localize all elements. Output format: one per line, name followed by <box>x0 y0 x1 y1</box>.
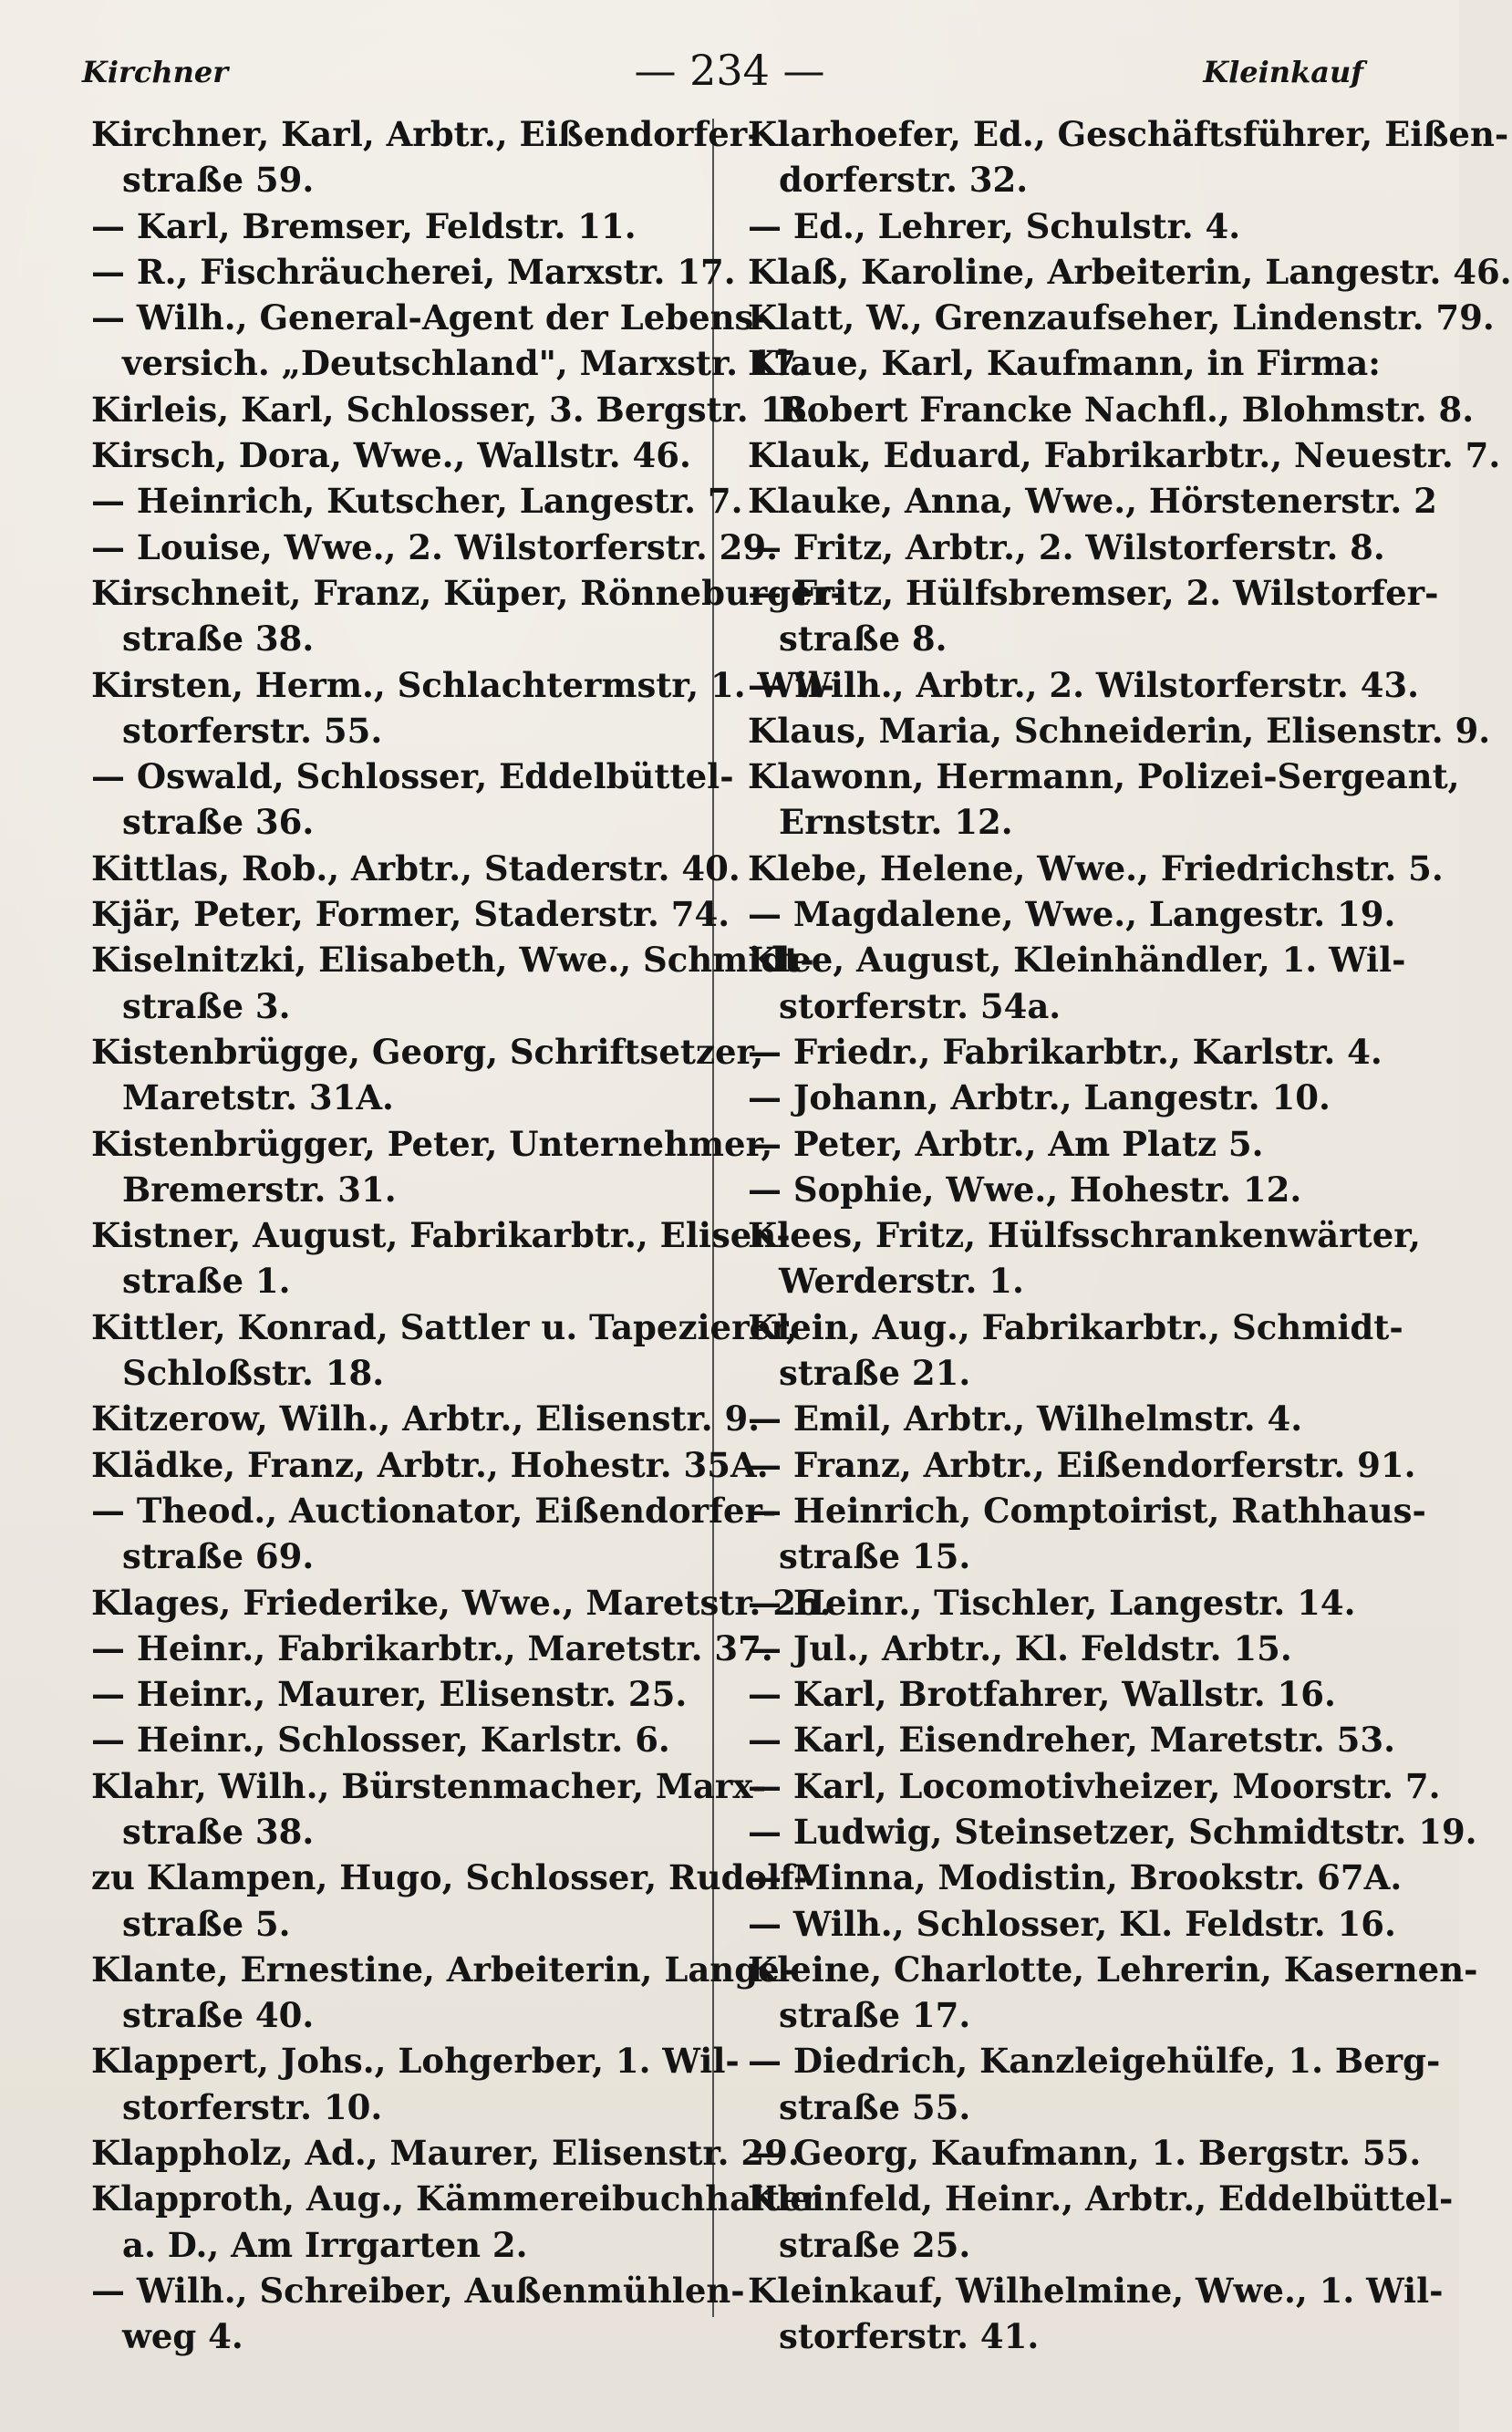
entry-continuation-line: Bremerstr. 31. <box>122 1169 397 1210</box>
directory-entry-line: Klebe, Helene, Wwe., Friedrichstr. 5. <box>748 847 1444 889</box>
directory-entry-line: Kitzerow, Wilh., Arbtr., Elisenstr. 9. <box>91 1398 761 1439</box>
directory-entry-line: — Jul., Arbtr., Kl. Feldstr. 15. <box>748 1627 1292 1668</box>
directory-entry-line: Klaus, Maria, Schneiderin, Elisenstr. 9. <box>748 710 1491 751</box>
entry-continuation-line: straße 59. <box>122 160 315 201</box>
directory-entry-line: — Magdalene, Wwe., Langestr. 19. <box>748 894 1396 935</box>
directory-entry-line: — Heinr., Maurer, Elisenstr. 25. <box>91 1674 688 1715</box>
directory-entry-line: Klawonn, Hermann, Polizei-Sergeant, <box>748 756 1460 797</box>
directory-entry-line: Klauk, Eduard, Fabrikarbtr., Neuestr. 7. <box>748 435 1501 476</box>
entry-continuation-line: straße 40. <box>122 1995 315 2036</box>
directory-entry-line: Klages, Friederike, Wwe., Maretstr. 26. <box>91 1582 832 1623</box>
entry-continuation-line: straße 3. <box>122 985 291 1026</box>
entry-continuation-line: Ernststr. 12. <box>779 802 1013 843</box>
directory-entry-line: — Emil, Arbtr., Wilhelmstr. 4. <box>748 1398 1303 1439</box>
entry-continuation-line: weg 4. <box>122 2316 243 2357</box>
directory-entry-line: — Karl, Locomotivheizer, Moorstr. 7. <box>748 1765 1441 1806</box>
entry-continuation-line: dorferstr. 32. <box>779 160 1029 201</box>
directory-entry-line: — Heinrich, Kutscher, Langestr. 7. <box>91 481 743 522</box>
directory-entry-line: Kistenbrügger, Peter, Unternehmer, <box>91 1123 773 1164</box>
directory-entry-line: — Georg, Kaufmann, 1. Bergstr. 55. <box>748 2133 1422 2174</box>
directory-entry-line: — Heinr., Schlosser, Karlstr. 6. <box>91 1720 670 1761</box>
directory-columns <box>0 111 1512 2432</box>
directory-entry-line: Klappholz, Ad., Maurer, Elisenstr. 29. <box>91 2133 800 2174</box>
directory-entry-line: Kistenbrügge, Georg, Schriftsetzer, <box>91 1031 764 1072</box>
left-column <box>91 111 844 2432</box>
directory-entry-line: — Heinr., Tischler, Langestr. 14. <box>748 1582 1356 1623</box>
entry-continuation-line: straße 8. <box>779 618 948 660</box>
directory-entry-line: — Karl, Eisendreher, Maretstr. 53. <box>748 1720 1395 1761</box>
directory-entry-line: Kleinfeld, Heinr., Arbtr., Eddelbüttel- <box>748 2178 1454 2219</box>
directory-entry-line: Kleinkauf, Wilhelmine, Wwe., 1. Wil- <box>748 2270 1444 2311</box>
directory-entry-line: — Franz, Arbtr., Eißendorferstr. 91. <box>748 1444 1416 1485</box>
directory-entry-line: — Johann, Arbtr., Langestr. 10. <box>748 1077 1331 1118</box>
directory-entry-line: Klante, Ernestine, Arbeiterin, Lange- <box>91 1949 793 1990</box>
entry-continuation-line: straße 1. <box>122 1261 291 1302</box>
directory-entry-line: Kiselnitzki, Elisabeth, Wwe., Schmidt- <box>91 940 814 981</box>
directory-entry-line: Kirsch, Dora, Wwe., Wallstr. 46. <box>91 435 691 476</box>
entry-continuation-line: storferstr. 55. <box>122 710 383 751</box>
directory-entry-line: Klappert, Johs., Lohgerber, 1. Wil- <box>91 2041 740 2082</box>
entry-continuation-line: Werderstr. 1. <box>779 1261 1024 1302</box>
directory-entry-line: — Diedrich, Kanzleigehülfe, 1. Berg- <box>748 2041 1441 2082</box>
directory-entry-line: Kittlas, Rob., Arbtr., Staderstr. 40. <box>91 847 740 889</box>
directory-entry-line: Kjär, Peter, Former, Staderstr. 74. <box>91 894 730 935</box>
directory-entry-line: — Ed., Lehrer, Schulstr. 4. <box>748 205 1241 246</box>
entry-continuation-line: straße 36. <box>122 802 315 843</box>
entry-continuation-line: straße 25. <box>779 2224 971 2265</box>
directory-entry-line: — Wilh., General-Agent der Lebens- <box>91 297 768 338</box>
directory-entry-line: Kirsten, Herm., Schlachtermstr, 1. Wil- <box>91 664 834 705</box>
header-left-keyword: Kirchner <box>82 55 229 89</box>
entry-continuation-line: storferstr. 54a. <box>779 985 1062 1026</box>
directory-entry-line: — Minna, Modistin, Brookstr. 67A. <box>748 1857 1403 1898</box>
directory-entry-line: — Fritz, Hülfsbremser, 2. Wilstorfer- <box>748 572 1439 613</box>
directory-entry-line: Klauke, Anna, Wwe., Hörstenerstr. 2 <box>748 481 1437 522</box>
page-number: — 234 — <box>634 46 825 95</box>
entry-continuation-line: straße 38. <box>122 1811 315 1852</box>
directory-entry-line: — Theod., Auctionator, Eißendorfer- <box>91 1490 777 1531</box>
directory-entry-line: — Fritz, Arbtr., 2. Wilstorferstr. 8. <box>748 526 1385 567</box>
directory-entry-line: — Wilh., Schreiber, Außenmühlen- <box>91 2270 745 2311</box>
directory-entry-line: — Ludwig, Steinsetzer, Schmidtstr. 19. <box>748 1811 1477 1852</box>
directory-entry-line: — Karl, Bremser, Feldstr. 11. <box>91 205 637 246</box>
entry-continuation-line: straße 15. <box>779 1536 971 1577</box>
entry-continuation-line: straße 21. <box>779 1353 971 1394</box>
directory-entry-line: Kirchner, Karl, Arbtr., Eißendorfer- <box>91 114 761 154</box>
directory-entry-line: — Heinrich, Comptoirist, Rathhaus- <box>748 1490 1426 1531</box>
right-column <box>748 111 1512 2432</box>
entry-continuation-line: straße 38. <box>122 618 315 660</box>
directory-entry-line: — Heinr., Fabrikarbtr., Maretstr. 37. <box>91 1627 773 1668</box>
entry-continuation-line: straße 69. <box>122 1536 315 1577</box>
page-header <box>55 38 1404 102</box>
directory-entry-line: — Karl, Brotfahrer, Wallstr. 16. <box>748 1674 1336 1715</box>
directory-entry-line: — Sophie, Wwe., Hohestr. 12. <box>748 1169 1302 1210</box>
entry-continuation-line: storferstr. 41. <box>779 2316 1040 2357</box>
directory-entry-line: Klees, Fritz, Hülfsschrankenwärter, <box>748 1215 1421 1256</box>
entry-continuation-line: storferstr. 10. <box>122 2086 383 2127</box>
directory-entry-line: — Louise, Wwe., 2. Wilstorferstr. 29. <box>91 526 778 567</box>
header-right-keyword: Kleinkauf <box>1203 55 1363 89</box>
directory-entry-line: Kittler, Konrad, Sattler u. Tapezierer, <box>91 1306 798 1347</box>
directory-entry-line: — Wilh., Arbtr., 2. Wilstorferstr. 43. <box>748 664 1420 705</box>
directory-entry-line: Klapproth, Aug., Kämmereibuchhalter <box>91 2178 820 2219</box>
entry-continuation-line: versich. „Deutschland", Marxstr. 17. <box>122 343 809 384</box>
directory-entry-line: Klatt, W., Grenzaufseher, Lindenstr. 79. <box>748 297 1495 338</box>
entry-continuation-line: a. D., Am Irrgarten 2. <box>122 2224 528 2265</box>
entry-continuation-line: Robert Francke Nachfl., Blohmstr. 8. <box>779 389 1475 430</box>
directory-entry-line: Kistner, August, Fabrikarbtr., Elisen- <box>91 1215 791 1256</box>
directory-entry-line: Kirleis, Karl, Schlosser, 3. Bergstr. 18. <box>91 389 819 430</box>
entry-continuation-line: straße 5. <box>122 1903 291 1944</box>
directory-entry-line: Kirschneit, Franz, Küper, Rönneburger- <box>91 572 844 613</box>
directory-entry-line: — Friedr., Fabrikarbtr., Karlstr. 4. <box>748 1031 1383 1072</box>
entry-continuation-line: straße 55. <box>779 2086 971 2127</box>
directory-entry-line: — R., Fischräucherei, Marxstr. 17. <box>91 251 736 292</box>
directory-entry-line: Klarhoefer, Ed., Geschäftsführer, Eißen- <box>748 114 1509 154</box>
entry-continuation-line: straße 17. <box>779 1995 971 2036</box>
entry-continuation-line: Maretstr. 31A. <box>122 1077 394 1118</box>
directory-entry-line: Klaß, Karoline, Arbeiterin, Langestr. 46. <box>748 251 1512 292</box>
entry-continuation-line: Schloßstr. 18. <box>122 1353 385 1394</box>
directory-entry-line: Klee, August, Kleinhändler, 1. Wil- <box>748 940 1406 981</box>
directory-entry-line: — Wilh., Schlosser, Kl. Feldstr. 16. <box>748 1903 1396 1944</box>
directory-entry-line: Klein, Aug., Fabrikarbtr., Schmidt- <box>748 1306 1403 1347</box>
directory-entry-line: Kleine, Charlotte, Lehrerin, Kasernen- <box>748 1949 1478 1990</box>
directory-entry-line: zu Klampen, Hugo, Schlosser, Rudolf- <box>91 1857 808 1898</box>
directory-entry-line: — Peter, Arbtr., Am Platz 5. <box>748 1123 1264 1164</box>
directory-entry-line: Klaue, Karl, Kaufmann, in Firma: <box>748 343 1381 384</box>
directory-entry-line: Klädke, Franz, Arbtr., Hohestr. 35A. <box>91 1444 769 1485</box>
directory-entry-line: Klahr, Wilh., Bürstenmacher, Marx- <box>91 1765 767 1806</box>
directory-entry-line: — Oswald, Schlosser, Eddelbüttel- <box>91 756 734 797</box>
